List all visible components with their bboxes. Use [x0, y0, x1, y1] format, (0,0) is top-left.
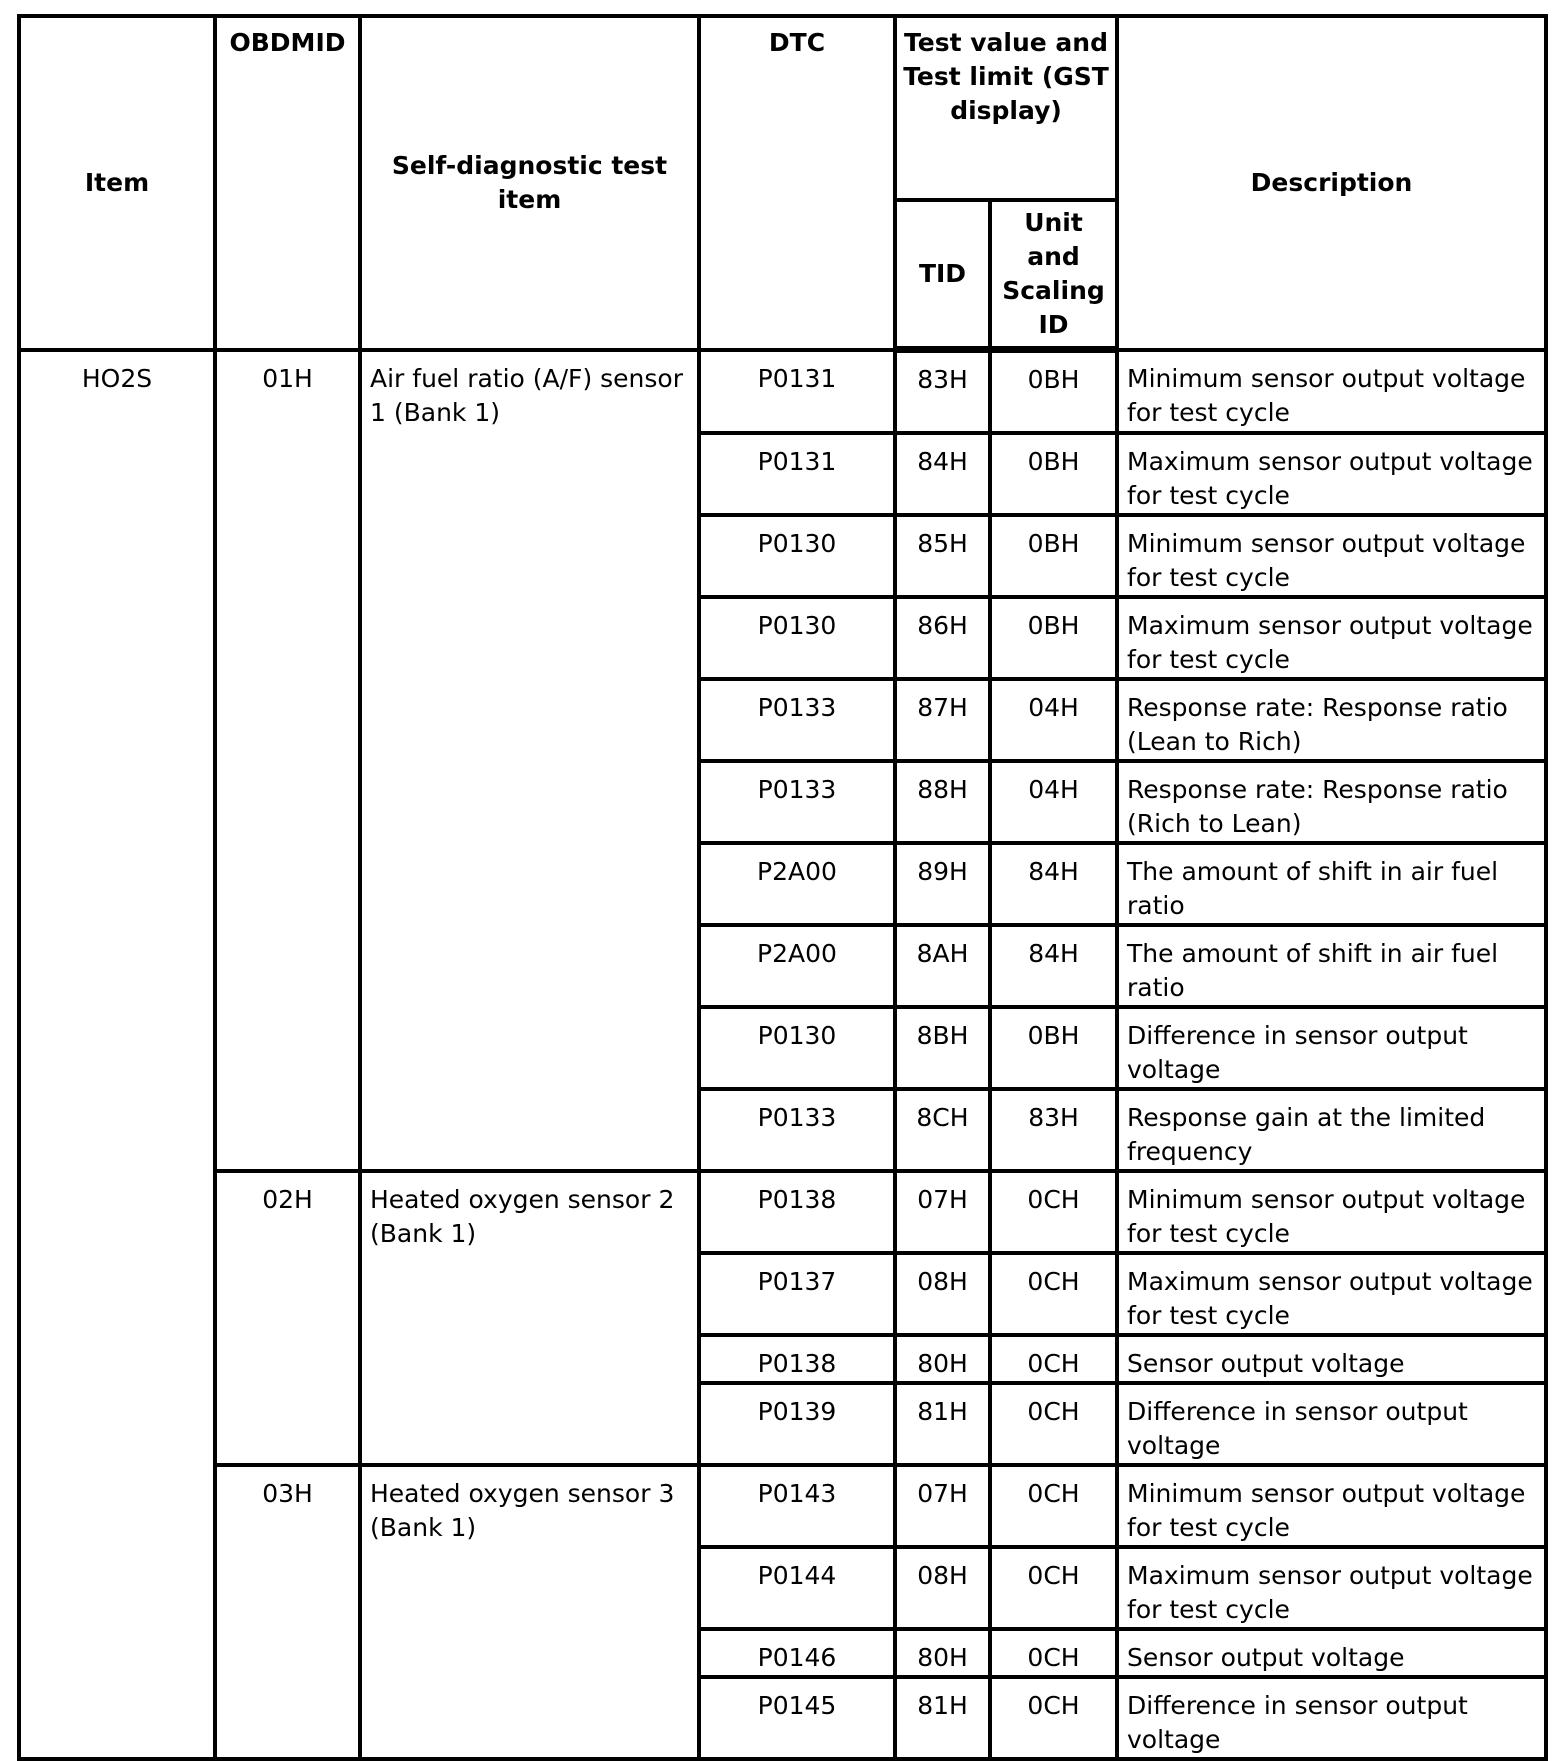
dtc-cell: P0144 — [699, 1547, 895, 1629]
description-cell: Maximum sensor output voltage for test cycle — [1117, 433, 1546, 515]
description-cell: Difference in sensor output voltage — [1117, 1677, 1546, 1759]
unit-scaling-id-cell: 0CH — [990, 1171, 1117, 1253]
table-row — [19, 350, 1546, 434]
header-obdmid: OBDMID — [215, 16, 360, 350]
dtc-cell: P0146 — [699, 1629, 895, 1677]
description-cell: The amount of shift in air fuel ratio — [1117, 843, 1546, 925]
unit-scaling-id-cell: 83H — [990, 1089, 1117, 1171]
self-diagnostic-item-cell: Heated oxygen sensor 2 (Bank 1) — [360, 1171, 699, 1465]
description-cell: Sensor output voltage — [1117, 1629, 1546, 1677]
tid-cell: 80H — [895, 1629, 990, 1677]
header-item: Item — [19, 16, 215, 350]
unit-scaling-id-cell: 0CH — [990, 1383, 1117, 1465]
description-cell: Minimum sensor output voltage for test cycle — [1117, 1465, 1546, 1547]
dtc-cell: P0131 — [699, 350, 895, 434]
table-row — [19, 1171, 1546, 1253]
header-description: Description — [1117, 16, 1546, 350]
unit-scaling-id-cell: 0BH — [990, 515, 1117, 597]
dtc-cell: P0130 — [699, 597, 895, 679]
obdmid-cell: 02H — [215, 1171, 360, 1465]
header-unit-scaling-id: Unit and Scaling ID — [990, 200, 1117, 350]
description-cell: Minimum sensor output voltage for test cycle — [1117, 515, 1546, 597]
dtc-cell: P2A00 — [699, 843, 895, 925]
dtc-cell: P0131 — [699, 433, 895, 515]
unit-scaling-id-cell: 0BH — [990, 1007, 1117, 1089]
tid-cell: 07H — [895, 1465, 990, 1547]
description-cell: Sensor output voltage — [1117, 1335, 1546, 1383]
dtc-cell: P0139 — [699, 1383, 895, 1465]
dtc-cell: P0145 — [699, 1677, 895, 1759]
dtc-cell: P0130 — [699, 515, 895, 597]
unit-scaling-id-cell: 84H — [990, 843, 1117, 925]
tid-cell: 83H — [895, 350, 990, 434]
table-row — [19, 1465, 1546, 1547]
description-cell: Response rate: Response ratio (Rich to Lean) — [1117, 761, 1546, 843]
tid-cell: 86H — [895, 597, 990, 679]
table-header — [19, 16, 1546, 350]
self-diagnostic-item-cell: Heated oxygen sensor 3 (Bank 1) — [360, 1465, 699, 1759]
unit-scaling-id-cell: 0BH — [990, 597, 1117, 679]
tid-cell: 85H — [895, 515, 990, 597]
tid-cell: 84H — [895, 433, 990, 515]
header-test-value-group: Test value and Test limit (GST display) — [895, 16, 1117, 200]
description-cell: Difference in sensor output voltage — [1117, 1007, 1546, 1089]
unit-scaling-id-cell: 0CH — [990, 1335, 1117, 1383]
unit-scaling-id-cell: 0CH — [990, 1465, 1117, 1547]
description-cell: The amount of shift in air fuel ratio — [1117, 925, 1546, 1007]
table-body — [19, 350, 1546, 1760]
tid-cell: 8BH — [895, 1007, 990, 1089]
tid-cell: 8CH — [895, 1089, 990, 1171]
tid-cell: 81H — [895, 1383, 990, 1465]
unit-scaling-id-cell: 0BH — [990, 433, 1117, 515]
description-cell: Minimum sensor output voltage for test cycle — [1117, 1171, 1546, 1253]
unit-scaling-id-cell: 0BH — [990, 350, 1117, 434]
tid-cell: 08H — [895, 1253, 990, 1335]
header-tid: TID — [895, 200, 990, 350]
header-dtc: DTC — [699, 16, 895, 350]
dtc-cell: P0133 — [699, 1089, 895, 1171]
tid-cell: 8AH — [895, 925, 990, 1007]
tid-cell: 08H — [895, 1547, 990, 1629]
dtc-cell: P0138 — [699, 1171, 895, 1253]
dtc-cell: P0133 — [699, 761, 895, 843]
dtc-cell: P0130 — [699, 1007, 895, 1089]
unit-scaling-id-cell: 0CH — [990, 1547, 1117, 1629]
dtc-cell: P0143 — [699, 1465, 895, 1547]
unit-scaling-id-cell: 04H — [990, 679, 1117, 761]
header-self-diagnostic-test-item: Self-diagnostic test item — [360, 16, 699, 350]
item-cell: HO2S — [19, 350, 215, 1760]
tid-cell: 87H — [895, 679, 990, 761]
tid-cell: 80H — [895, 1335, 990, 1383]
description-cell: Maximum sensor output voltage for test cycle — [1117, 1253, 1546, 1335]
description-cell: Minimum sensor output voltage for test cycle — [1117, 350, 1546, 434]
obdmid-cell: 03H — [215, 1465, 360, 1759]
unit-scaling-id-cell: 0CH — [990, 1253, 1117, 1335]
description-cell: Response rate: Response ratio (Lean to Rich) — [1117, 679, 1546, 761]
dtc-cell: P0138 — [699, 1335, 895, 1383]
obdmid-test-table — [17, 14, 1548, 1761]
description-cell: Difference in sensor output voltage — [1117, 1383, 1546, 1465]
description-cell: Maximum sensor output voltage for test cycle — [1117, 1547, 1546, 1629]
dtc-cell: P0137 — [699, 1253, 895, 1335]
unit-scaling-id-cell: 0CH — [990, 1677, 1117, 1759]
description-cell: Maximum sensor output voltage for test cycle — [1117, 597, 1546, 679]
self-diagnostic-item-cell: Air fuel ratio (A/F) sensor 1 (Bank 1) — [360, 350, 699, 1172]
tid-cell: 07H — [895, 1171, 990, 1253]
tid-cell: 89H — [895, 843, 990, 925]
unit-scaling-id-cell: 84H — [990, 925, 1117, 1007]
dtc-cell: P2A00 — [699, 925, 895, 1007]
unit-scaling-id-cell: 04H — [990, 761, 1117, 843]
tid-cell: 88H — [895, 761, 990, 843]
obdmid-cell: 01H — [215, 350, 360, 1172]
description-cell: Response gain at the limited frequency — [1117, 1089, 1546, 1171]
tid-cell: 81H — [895, 1677, 990, 1759]
dtc-cell: P0133 — [699, 679, 895, 761]
unit-scaling-id-cell: 0CH — [990, 1629, 1117, 1677]
